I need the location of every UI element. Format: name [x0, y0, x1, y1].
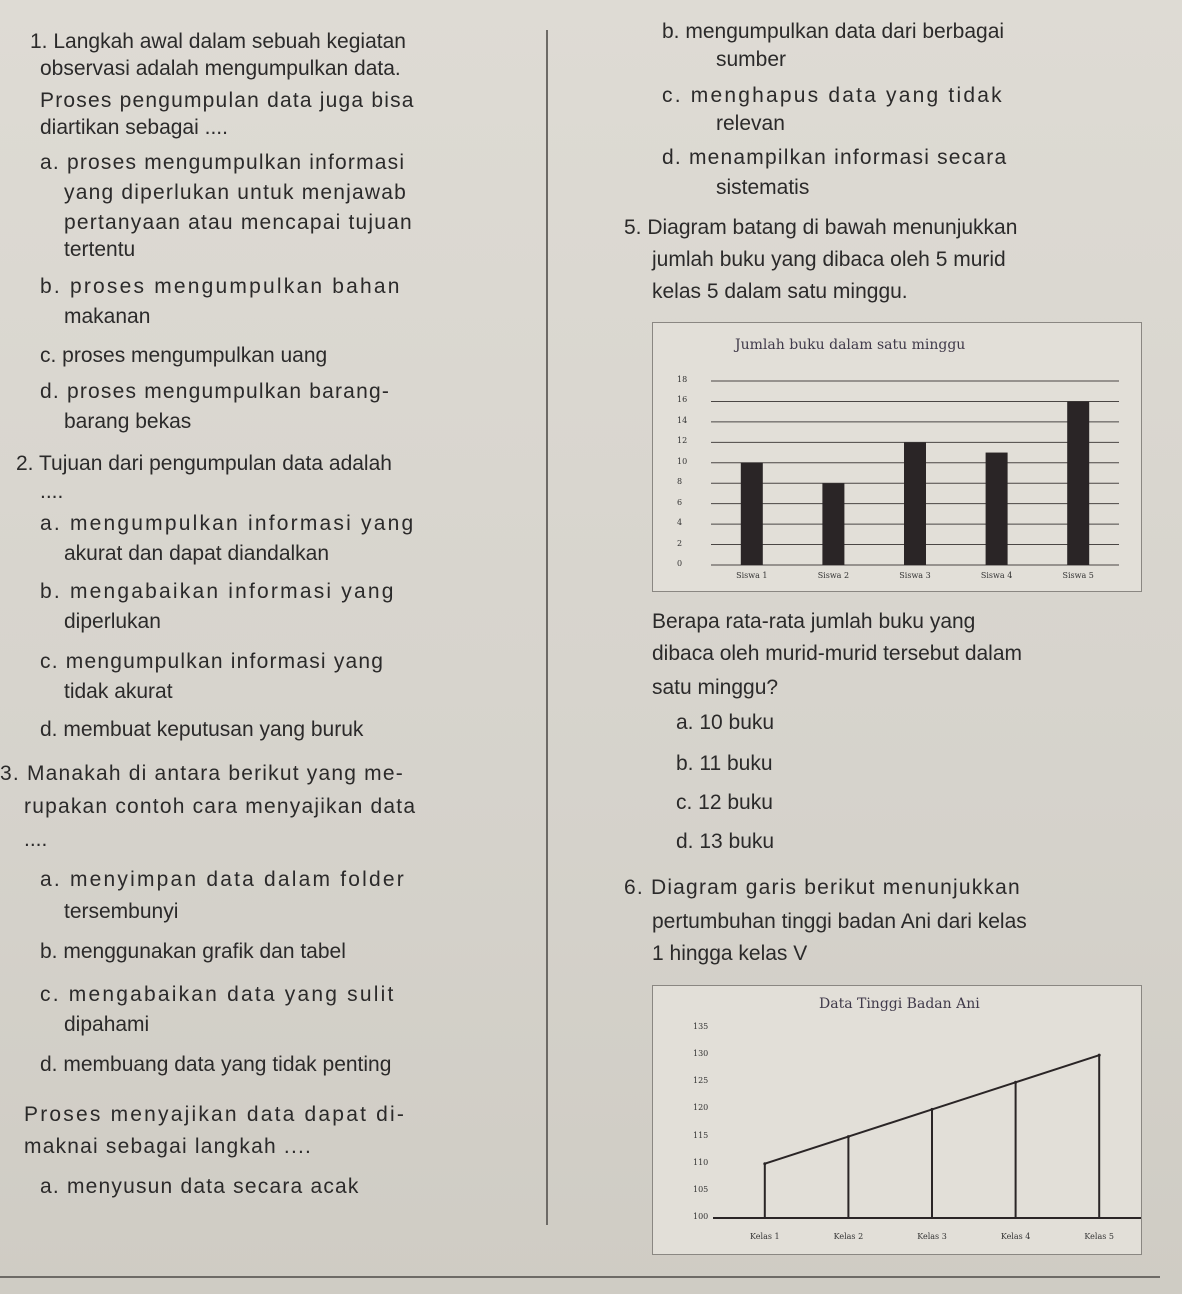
x-tick-label: Siswa 5 [1062, 571, 1094, 580]
y-tick-label: 16 [677, 395, 688, 405]
q1-option-c[interactable]: c. proses mengumpulkan uang [40, 344, 328, 367]
y-tick-label: 120 [693, 1103, 709, 1113]
y-tick-label: 130 [693, 1049, 709, 1059]
q1-option-a-line4: tertentu [64, 238, 136, 261]
q1-option-a-line3: pertanyaan atau mencapai tujuan [64, 211, 413, 234]
q1-option-a-line2: yang diperlukan untuk menjawab [64, 181, 408, 204]
bar [741, 463, 763, 565]
q3-option-a-line2: tersembunyi [64, 900, 179, 923]
q5-question-line1: Berapa rata-rata jumlah buku yang [652, 610, 976, 633]
y-tick-label: 10 [677, 456, 688, 466]
q1-stem-line3: Proses pengumpulan data juga bisa [40, 89, 415, 112]
q3-stem-line2: rupakan contoh cara menyajikan data [24, 795, 417, 818]
q5-option-d[interactable]: d. 13 buku [676, 830, 775, 853]
q5-stem-line3: kelas 5 dalam satu minggu. [652, 280, 908, 303]
bar [986, 453, 1008, 565]
q2-stem-line1: 2. Tujuan dari pengumpulan data adalah [16, 452, 392, 475]
q5-stem-line2: jumlah buku yang dibaca oleh 5 murid [652, 248, 1006, 271]
y-tick-label: 100 [693, 1212, 709, 1221]
x-tick-label: Kelas 4 [1000, 1232, 1031, 1241]
q5-question-line2: dibaca oleh murid-murid tersebut dalam [652, 642, 1023, 665]
q4-option-b-line2: sumber [716, 48, 787, 71]
q2-option-d[interactable]: d. membuat keputusan yang buruk [40, 718, 364, 741]
bar-chart-title: Jumlah buku dalam satu minggu [735, 337, 966, 353]
q2-stem-line2: .... [40, 480, 64, 503]
q4-option-a[interactable]: a. menyusun data secara acak [40, 1175, 360, 1198]
q1-stem-line4: diartikan sebagai .... [40, 116, 228, 139]
bar [822, 483, 844, 565]
x-tick-label: Siswa 2 [817, 571, 850, 580]
q4-option-c[interactable]: c. menghapus data yang tidak [662, 84, 1004, 107]
y-tick-label: 2 [677, 538, 683, 548]
q1-stem-line2: observasi adalah mengumpulkan data. [40, 57, 401, 80]
y-tick-label: 18 [677, 375, 688, 384]
q5-option-a[interactable]: a. 10 buku [676, 711, 775, 734]
q1-option-d-line2: barang bekas [64, 410, 192, 433]
y-tick-label: 125 [693, 1076, 709, 1086]
q4-option-d-line2: sistematis [716, 176, 810, 199]
bottom-rule [0, 1276, 1160, 1278]
q3-stem-line1: 3. Manakah di antara berikut yang me- [0, 762, 404, 785]
y-tick-label: 8 [677, 477, 683, 487]
line-chart [652, 985, 1142, 1255]
q4-option-d[interactable]: d. menampilkan informasi secara [662, 146, 1008, 169]
y-tick-label: 115 [693, 1130, 709, 1140]
x-tick-label: Kelas 1 [750, 1232, 780, 1241]
q3-stem-line3: .... [24, 828, 48, 851]
q2-option-b[interactable]: b. mengabaikan informasi yang [40, 580, 396, 603]
q4-option-c-line2: relevan [716, 112, 785, 135]
q5-option-b[interactable]: b. 11 buku [676, 752, 773, 775]
bar [1067, 401, 1089, 565]
q5-question-line3: satu minggu? [652, 676, 779, 699]
x-tick-label: Siswa 1 [736, 571, 768, 580]
x-tick-label: Kelas 3 [917, 1232, 947, 1241]
line-chart-plot [653, 986, 1141, 1254]
q2-option-c-line2: tidak akurat [64, 680, 173, 703]
q2-option-a-line2: akurat dan dapat diandalkan [64, 542, 330, 565]
q6-stem-line1: 6. Diagram garis berikut menunjukkan [624, 876, 1021, 899]
x-tick-label: Kelas 5 [1084, 1232, 1114, 1241]
y-tick-label: 110 [693, 1157, 709, 1167]
column-divider [546, 30, 548, 1225]
q4-stem-line2: maknai sebagai langkah .... [24, 1135, 313, 1158]
y-tick-label: 6 [677, 497, 683, 507]
q1-stem-line1: 1. Langkah awal dalam sebuah kegiatan [30, 30, 406, 53]
q5-stem-line1: 5. Diagram batang di bawah menunjukkan [624, 216, 1018, 239]
q1-option-d[interactable]: d. proses mengumpulkan barang- [40, 380, 391, 403]
x-tick-label: Siswa 3 [899, 571, 931, 580]
y-tick-label: 105 [693, 1184, 709, 1194]
y-tick-label: 14 [677, 415, 688, 425]
bar-chart [652, 322, 1142, 592]
q4-option-b[interactable]: b. mengumpulkan data dari berbagai [662, 20, 1005, 43]
q5-option-c[interactable]: c. 12 buku [676, 791, 773, 814]
q3-option-c-line2: dipahami [64, 1013, 150, 1036]
q3-option-b[interactable]: b. menggunakan grafik dan tabel [40, 940, 346, 963]
q4-stem-line1: Proses menyajikan data dapat di- [24, 1103, 407, 1126]
q2-option-c[interactable]: c. mengumpulkan informasi yang [40, 650, 385, 673]
bar [904, 442, 926, 565]
bar-chart-plot [653, 323, 1141, 591]
q6-stem-line3: 1 hingga kelas V [652, 942, 808, 965]
line-chart-title: Data Tinggi Badan Ani [819, 996, 980, 1012]
y-tick-label: 135 [693, 1022, 709, 1031]
q3-option-d[interactable]: d. membuang data yang tidak penting [40, 1053, 392, 1076]
y-tick-label: 12 [677, 436, 688, 446]
q3-option-c[interactable]: c. mengabaikan data yang sulit [40, 983, 396, 1006]
q1-option-b[interactable]: b. proses mengumpulkan bahan [40, 275, 402, 298]
q2-option-b-line2: diperlukan [64, 610, 161, 633]
q3-option-a[interactable]: a. menyimpan data dalam folder [40, 868, 406, 891]
x-tick-label: Siswa 4 [980, 571, 1013, 580]
x-tick-label: Kelas 2 [833, 1232, 864, 1241]
y-tick-label: 4 [677, 518, 683, 528]
q2-option-a[interactable]: a. mengumpulkan informasi yang [40, 512, 416, 535]
q1-option-a[interactable]: a. proses mengumpulkan informasi [40, 151, 406, 174]
y-tick-label: 0 [677, 559, 683, 568]
q1-option-b-line2: makanan [64, 305, 151, 328]
q6-stem-line2: pertumbuhan tinggi badan Ani dari kelas [652, 910, 1027, 933]
